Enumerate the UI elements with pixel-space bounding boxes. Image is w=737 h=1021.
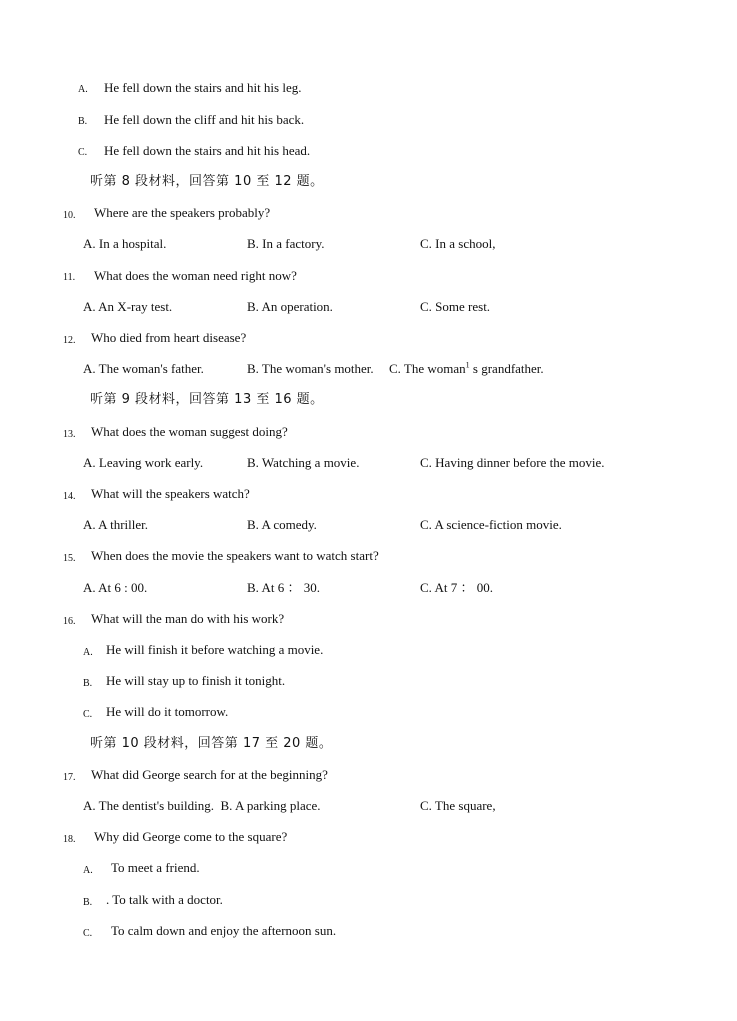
q10-option-b: B. In a factory. <box>247 236 325 251</box>
q16-option-a-text: He will finish it before watching a movie. <box>106 642 324 657</box>
q18-option-b-letter: B. <box>83 897 93 908</box>
q11-number: 11. <box>63 272 76 283</box>
q18-question: Why did George come to the square? <box>94 829 288 844</box>
q16-option-a-letter: A. <box>83 647 93 658</box>
q17-options-a-b: A. The dentist's building. B. A parking place. <box>83 798 321 813</box>
q15-option-a: A. At 6 : 00. <box>83 580 148 595</box>
q12-question: Who died from heart disease? <box>91 330 247 345</box>
q12-option-a: A. The woman's father. <box>83 361 204 376</box>
q14-option-c: C. A science-fiction movie. <box>420 517 562 532</box>
q18-option-a-text: To meet a friend. <box>111 860 200 875</box>
q13-option-a: A. Leaving work early. <box>83 455 204 470</box>
q10-option-a: A. In a hospital. <box>83 236 167 251</box>
q9-option-c-letter: C. <box>78 147 88 158</box>
q15-option-c: C. At 7 ： 00. <box>420 580 493 595</box>
section-8-instruction: 听第 8 段材料，回答第 10 至 12 题。 <box>90 174 324 189</box>
q11-option-c: C. Some rest. <box>420 299 491 314</box>
q17-option-c: C. The square, <box>420 798 496 813</box>
q16-option-b-text: He will stay up to finish it tonight. <box>106 673 286 688</box>
q17-number: 17. <box>63 772 76 783</box>
q14-number: 14. <box>63 491 76 502</box>
q10-number: 10. <box>63 210 76 221</box>
q16-number: 16. <box>63 616 76 627</box>
q9-option-a-letter: A. <box>78 84 88 95</box>
q12-option-c-post: s grandfather. <box>469 361 544 376</box>
q16-option-c-text: He will do it tomorrow. <box>106 704 229 719</box>
q9-option-b-letter: B. <box>78 116 88 127</box>
q11-option-b: B. An operation. <box>247 299 333 314</box>
q13-number: 13. <box>63 429 76 440</box>
q16-option-c-letter: C. <box>83 709 93 720</box>
q18-number: 18. <box>63 834 76 845</box>
q11-question: What does the woman need right now? <box>94 268 297 283</box>
q13-option-b: B. Watching a movie. <box>247 455 360 470</box>
section-10-instruction: 听第 10 段材料，回答第 17 至 20 题。 <box>90 736 333 751</box>
q12-option-c-pre: C. The woman <box>389 361 466 376</box>
q13-option-c: C. Having dinner before the movie. <box>420 455 605 470</box>
section-9-instruction: 听第 9 段材料，回答第 13 至 16 题。 <box>90 392 324 407</box>
q9-option-c-text: He fell down the stairs and hit his head. <box>104 143 311 158</box>
q18-option-b-text: . To talk with a doctor. <box>106 892 223 907</box>
q10-question: Where are the speakers probably? <box>94 205 271 220</box>
q10-option-c: C. In a school, <box>420 236 496 251</box>
q15-number: 15. <box>63 553 76 564</box>
q16-question: What will the man do with his work? <box>91 611 285 626</box>
q9-option-a-text: He fell down the stairs and hit his leg. <box>104 80 302 95</box>
q18-option-c-text: To calm down and enjoy the afternoon sun. <box>111 923 337 938</box>
q17-question: What did George search for at the beginning? <box>91 767 328 782</box>
q14-option-b: B. A comedy. <box>247 517 317 532</box>
q14-question: What will the speakers watch? <box>91 486 250 501</box>
q12-option-c <box>389 361 544 377</box>
q12-option-b: B. The woman's mother. <box>247 361 374 376</box>
q9-option-b-text: He fell down the cliff and hit his back. <box>104 112 305 127</box>
q14-option-a: A. A thriller. <box>83 517 148 532</box>
q11-option-a: A. An X-ray test. <box>83 299 173 314</box>
q18-option-c-letter: C. <box>83 928 93 939</box>
q15-option-b: B. At 6 ： 30. <box>247 580 320 595</box>
q12-number: 12. <box>63 335 76 346</box>
q13-question: What does the woman suggest doing? <box>91 424 288 439</box>
q16-option-b-letter: B. <box>83 678 93 689</box>
q12-option-c-sup: 1 <box>465 360 470 370</box>
q18-option-a-letter: A. <box>83 865 93 876</box>
q15-question: When does the movie the speakers want to watch start? <box>91 548 379 563</box>
